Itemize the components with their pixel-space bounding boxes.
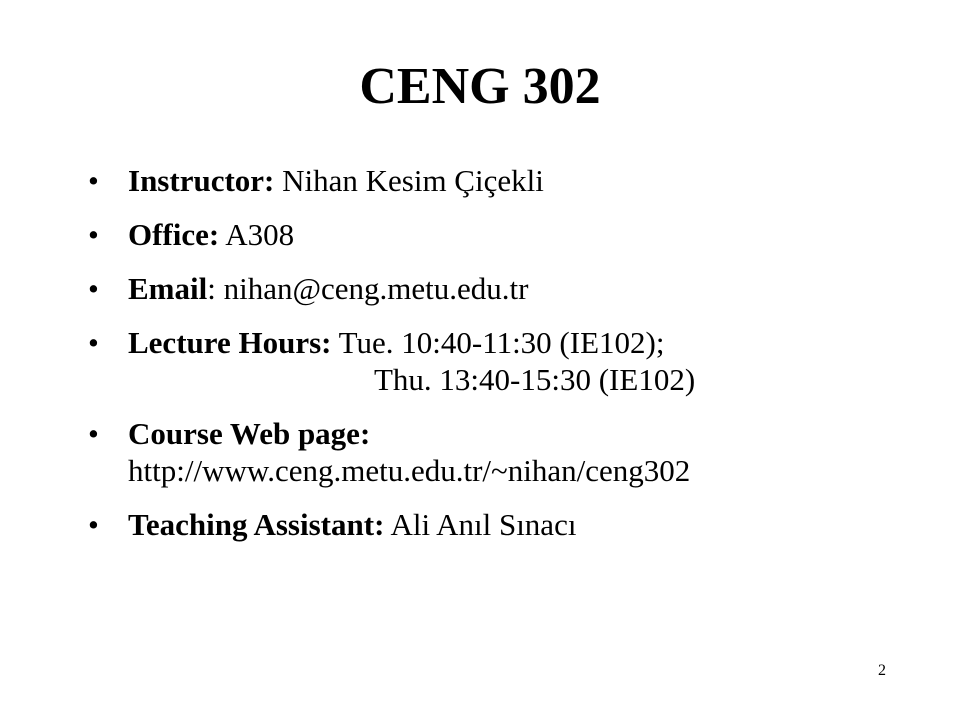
info-bullet-list <box>88 162 928 560</box>
bullet-assistant <box>88 506 928 543</box>
assistant-label: Teaching Assistant: <box>128 507 385 542</box>
bullet-icon: • <box>88 163 99 198</box>
bullet-icon: • <box>88 507 99 542</box>
bullet-lecture-hours <box>88 324 928 398</box>
bullet-office <box>88 216 928 253</box>
bullet-icon: • <box>88 416 99 451</box>
bullet-web-page <box>88 415 928 489</box>
bullet-icon: • <box>88 325 99 360</box>
instructor-label: Instructor: <box>128 163 275 198</box>
web-page-url: http://www.ceng.metu.edu.tr/~nihan/ceng302 <box>128 453 691 488</box>
lecture-hours-line2: Thu. 13:40-15:30 (IE102) <box>374 362 696 397</box>
email-label: Email <box>128 271 208 306</box>
lecture-hours-line1: Tue. 10:40-11:30 (IE102); <box>338 325 665 360</box>
bullet-email <box>88 270 928 307</box>
bullet-icon: • <box>88 217 99 252</box>
web-page-label: Course Web page: <box>128 416 371 451</box>
office-value: A308 <box>225 217 295 252</box>
lecture-hours-label: Lecture Hours: <box>128 325 332 360</box>
email-separator: : <box>207 271 216 306</box>
bullet-icon: • <box>88 271 99 306</box>
slide-title: CENG 302 <box>359 58 601 115</box>
page-number: 2 <box>878 662 886 679</box>
assistant-name: Ali Anıl Sınacı <box>390 507 577 542</box>
bullet-instructor <box>88 162 928 199</box>
office-label: Office: <box>128 217 220 252</box>
email-address: nihan@ceng.metu.edu.tr <box>223 271 529 306</box>
instructor-name: Nihan Kesim Çiçekli <box>282 163 544 198</box>
